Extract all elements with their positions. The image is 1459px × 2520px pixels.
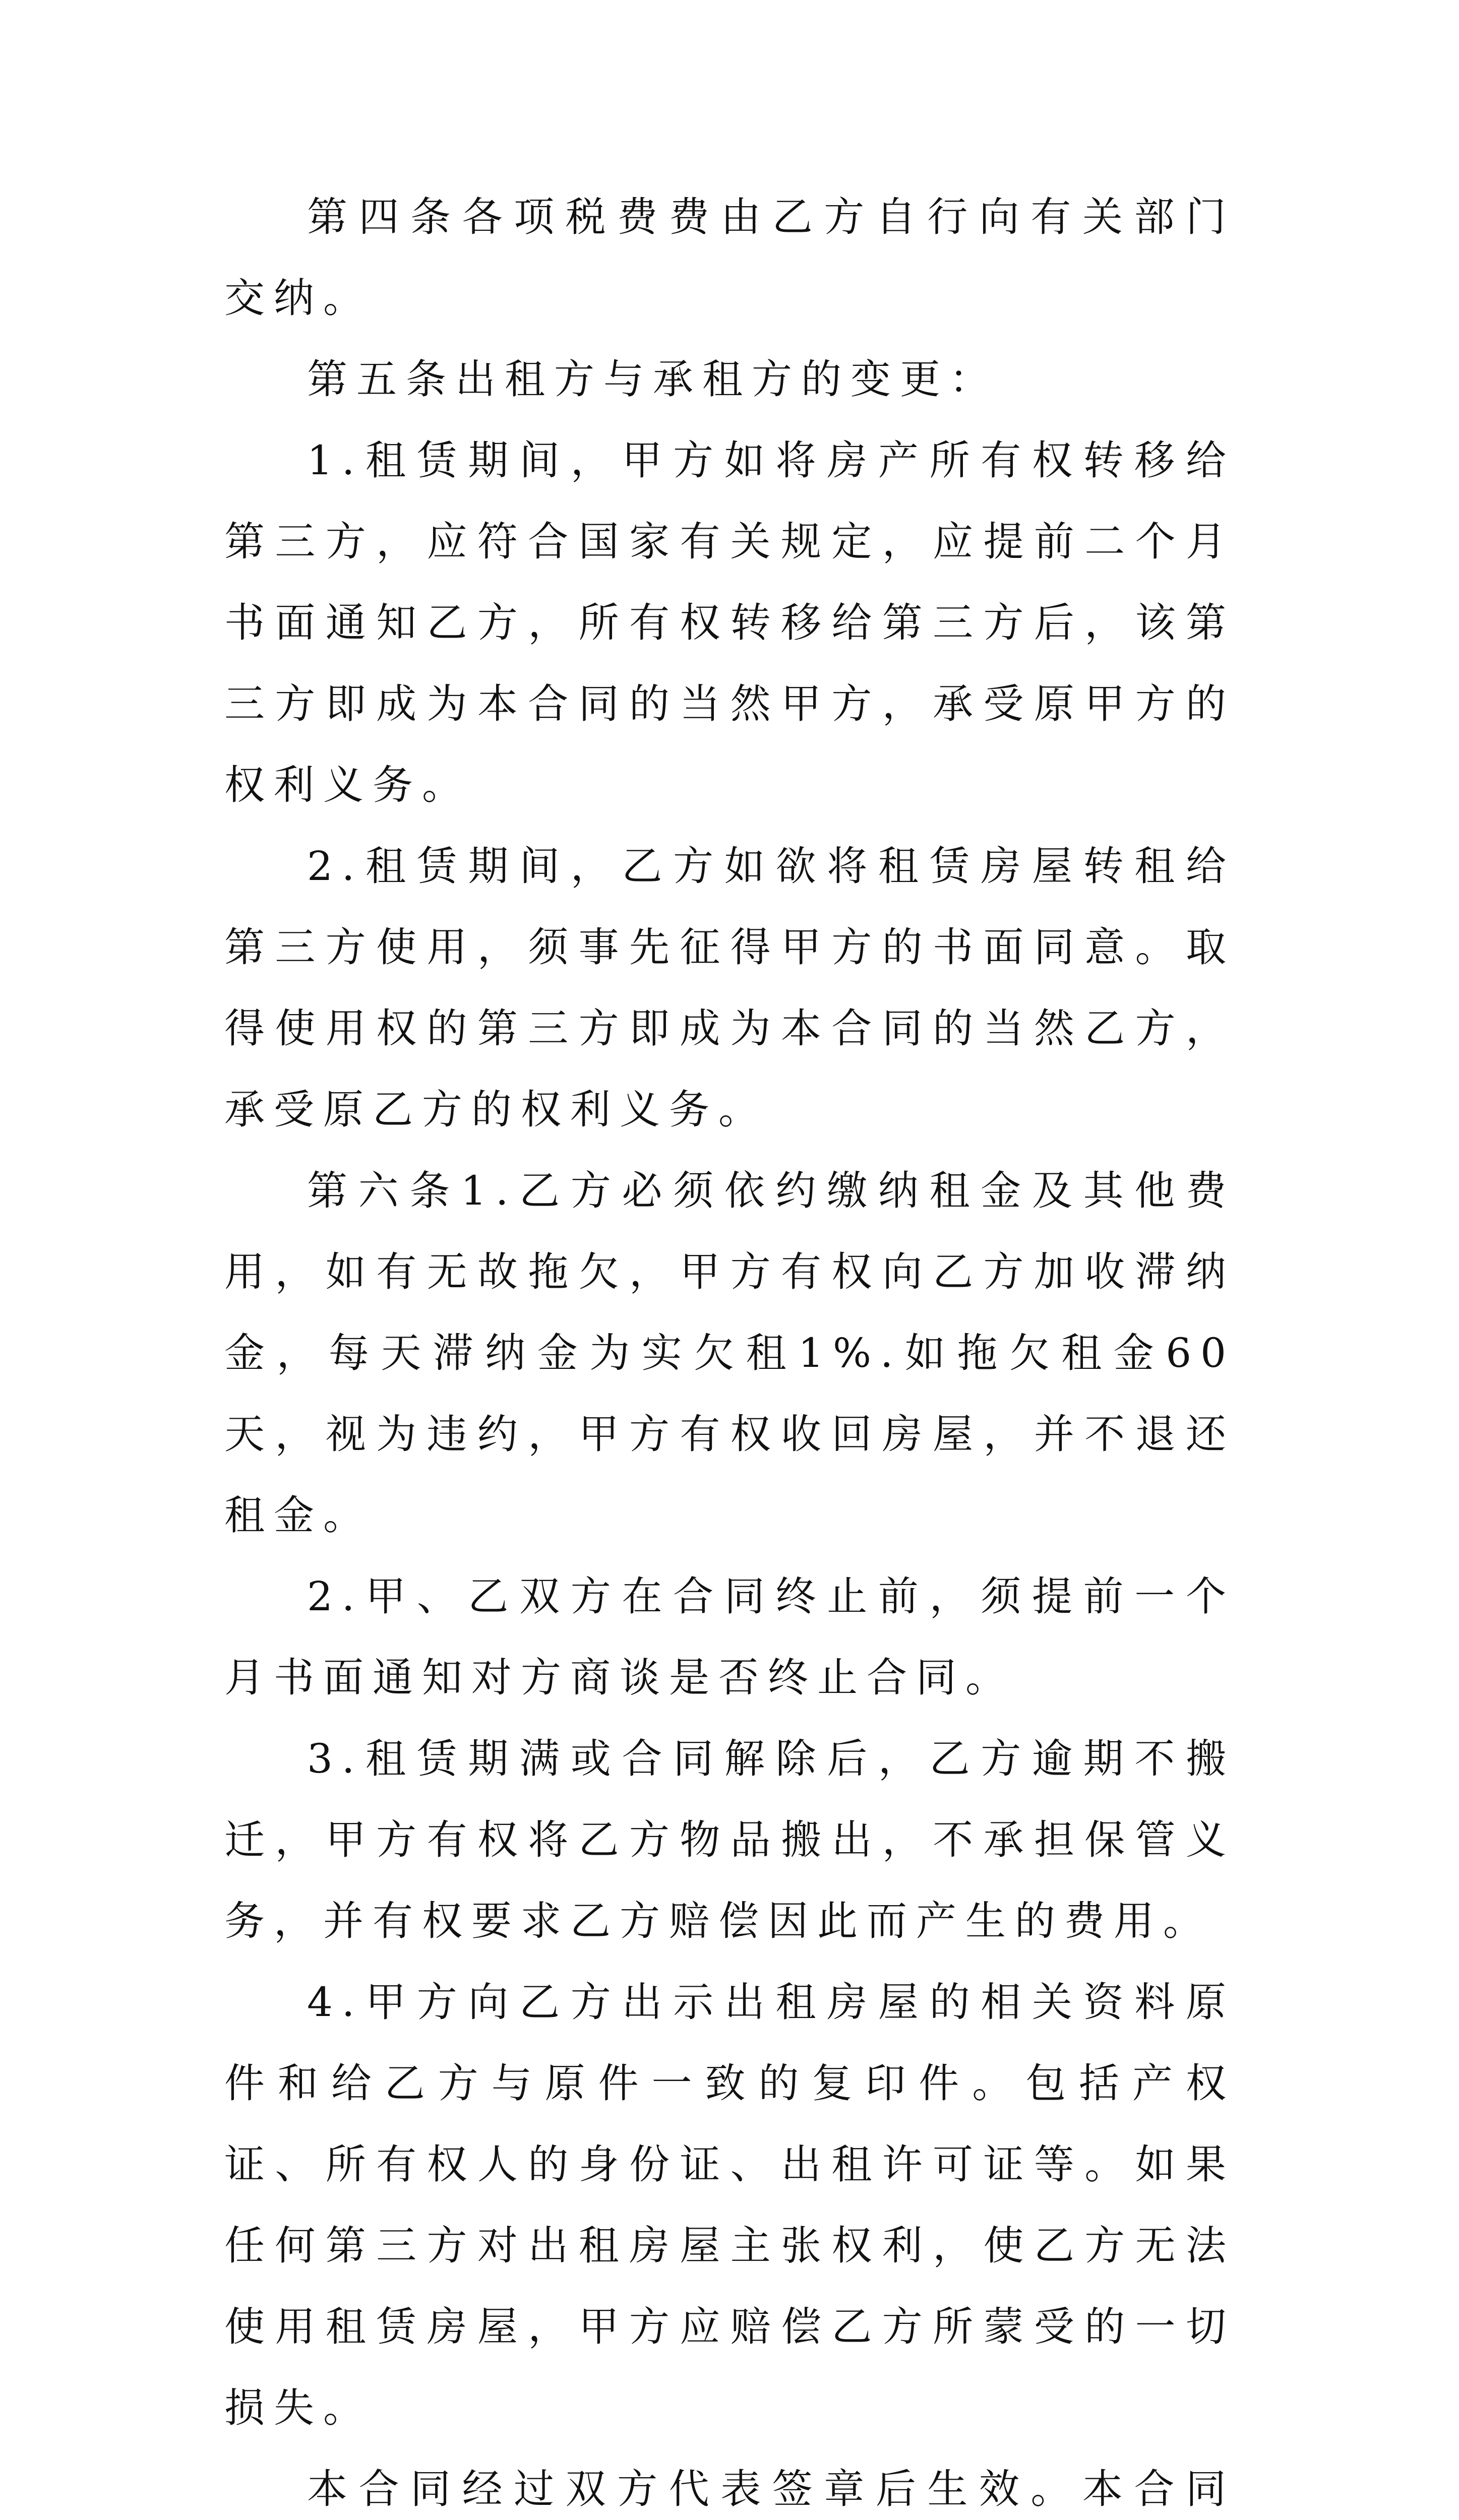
paragraph-article-5-item-1: 1.租赁期间，甲方如将房产所有权转移给第三方，应符合国家有关规定，应提前二个月书面通知乙方，所有权转移给第三方后，该第三方即成为本合同的当然甲方，承受原甲方的权利义务。 <box>224 437 1235 808</box>
paragraph-article-6-item-3: 3.租赁期满或合同解除后，乙方逾期不搬迁，甲方有权将乙方物品搬出，不承担保管义务，并有权要求乙方赔偿因此而产生的费用。 <box>224 1735 1235 1944</box>
document-body <box>224 176 1235 2520</box>
paragraph-article-5-item-2: 2.租赁期间，乙方如欲将租赁房屋转租给第三方使用，须事先征得甲方的书面同意。取得使用权的第三方即成为本合同的当然乙方，承受原乙方的权利义务。 <box>224 843 1235 1133</box>
paragraph-article-6-item-4: 4.甲方向乙方出示出租房屋的相关资料原件和给乙方与原件一致的复印件。包括产权证、所有权人的身份证、出租许可证等。如果任何第三方对出租房屋主张权利，使乙方无法使用租赁房屋，甲方应赔偿乙方所蒙受的一切损失。 <box>224 1979 1235 2431</box>
paragraph-article-6-item-2: 2.甲、乙双方在合同终止前，须提前一个月书面通知对方商谈是否终止合同。 <box>224 1573 1235 1701</box>
paragraph-article-6-item-1: 第六条1.乙方必须依约缴纳租金及其他费用，如有无故拖欠，甲方有权向乙方加收滞纳金，每天滞纳金为实欠租1%.如拖欠租金60天，视为违约，甲方有权收回房屋，并不退还租金。 <box>224 1167 1235 1539</box>
paragraph-closing: 本合同经过双方代表签章后生效。本合同 <box>307 2466 1235 2512</box>
paragraph-article-5: 第五条出租方与承租方的变更： <box>307 356 999 403</box>
paragraph-article-4: 第四条各项税费费由乙方自行向有关部门交纳。 <box>224 194 1235 322</box>
